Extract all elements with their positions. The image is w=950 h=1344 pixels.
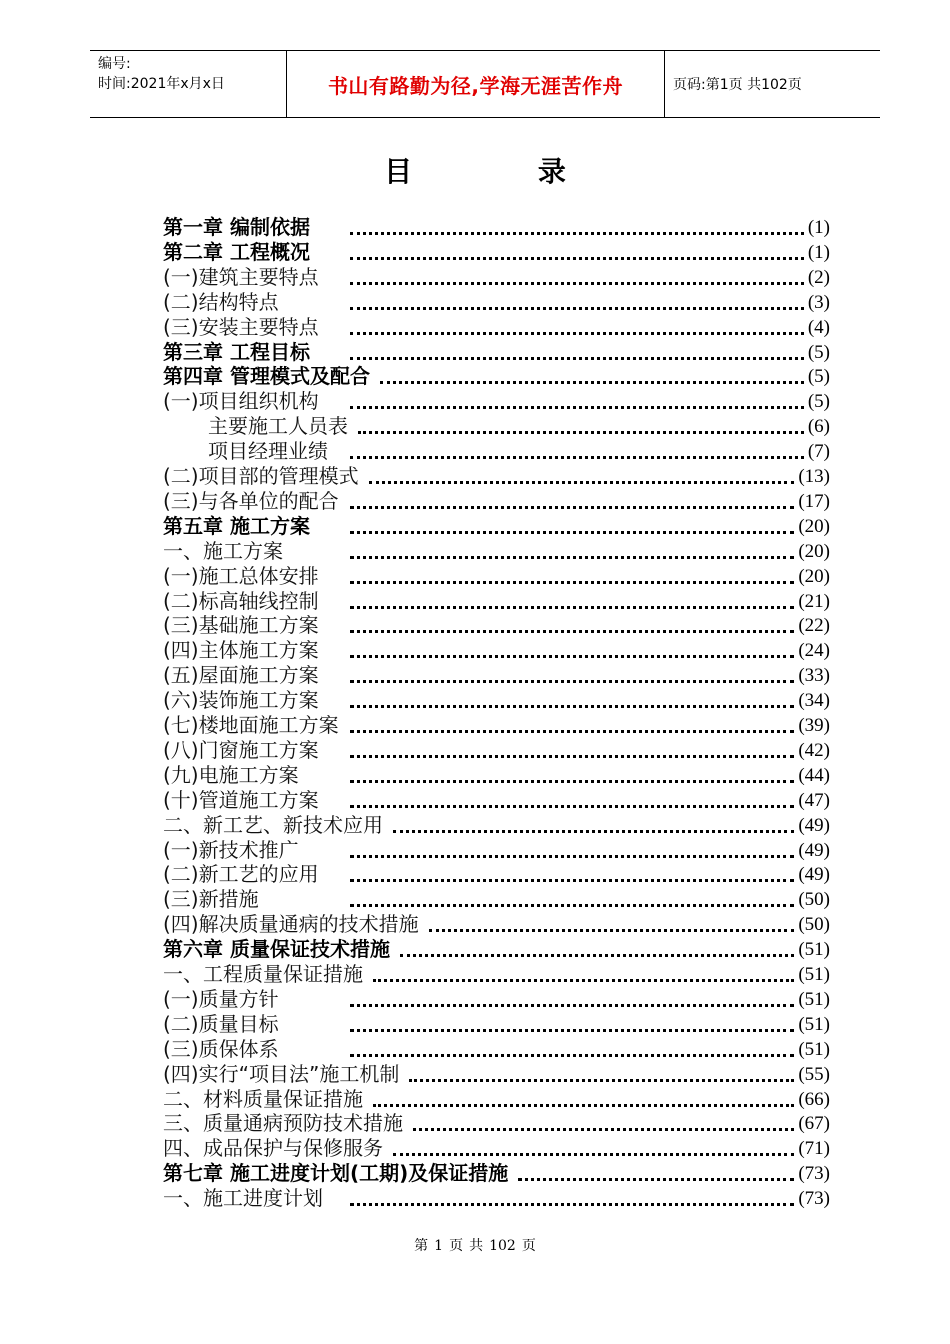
toc-entry-page: (51) [798,1013,830,1035]
toc-entry-page: (22) [798,615,830,637]
toc-entry[interactable] [0,464,950,489]
toc-dot-leader [350,755,794,758]
toc-entry[interactable] [0,1161,950,1186]
toc-entry-page: (20) [798,515,830,537]
toc-entry-label: (一)建筑主要特点 [163,264,319,289]
toc-entry-page: (50) [798,889,830,911]
page-title: 目 录 [384,155,624,188]
toc-entry-label: 四、成品保护与保修服务 [163,1136,383,1161]
toc-dot-leader [380,381,804,384]
toc-entry[interactable] [0,788,950,813]
toc-entry-label: 第七章 施工进度计划(工期)及保证措施 [163,1161,509,1186]
toc-dot-leader [350,855,794,858]
toc-dot-leader [350,307,804,310]
toc-entry[interactable] [0,1087,950,1112]
toc-entry[interactable] [0,1037,950,1062]
footer-total-pages: 102 [489,1238,516,1254]
toc-dot-leader [429,929,795,932]
toc-entry-page: (3) [807,291,830,313]
toc-dot-leader [350,1203,794,1206]
toc-entry-label: (八)门窗施工方案 [163,737,319,762]
toc-entry-page: (51) [798,964,830,985]
header-page-info-cell [663,51,880,117]
toc-dot-leader [350,257,804,260]
toc-entry-label: (一)新技术推广 [163,837,299,862]
toc-entry[interactable] [0,265,950,290]
toc-entry-page: (51) [798,939,830,961]
toc-entry[interactable] [0,514,950,539]
toc-entry-label: (二)项目部的管理模式 [163,464,359,488]
toc-dot-leader [350,904,794,907]
toc-entry-label: 三、质量通病预防技术措施 [163,1111,403,1136]
toc-dot-leader [373,1104,794,1107]
toc-entry-label: (三)安装主要特点 [163,314,319,339]
toc-entry[interactable] [0,215,950,240]
toc-entry-page: (7) [807,441,830,463]
footer-gong: 共 [469,1238,484,1254]
toc-entry-label: (三)质保体系 [163,1036,279,1061]
toc-dot-leader [350,1029,794,1032]
footer-ye2: 页 [521,1238,536,1254]
toc-entry-label: (一)项目组织机构 [163,389,319,414]
toc-entry-page: (5) [807,341,830,363]
toc-entry-page: (42) [798,739,830,761]
toc-entry-label: (一)施工总体安排 [163,563,319,588]
toc-entry[interactable] [0,862,950,887]
toc-entry-page: (49) [798,839,830,861]
toc-entry-page: (73) [798,1188,830,1210]
toc-entry-label: 第四章 管理模式及配合 [163,364,370,389]
toc-entry-page: (13) [798,466,830,487]
toc-entry-page: (33) [798,665,830,687]
toc-entry-page: (44) [798,764,830,786]
toc-dot-leader [350,606,794,609]
toc-entry[interactable] [0,1136,950,1161]
toc-entry[interactable] [0,240,950,265]
toc-entry-page: (21) [798,590,830,612]
toc-entry-label: 二、材料质量保证措施 [163,1086,363,1111]
toc-dot-leader [373,979,794,982]
toc-dot-leader [350,780,794,783]
toc-entry-page: (20) [798,540,830,562]
toc-entry-page: (4) [807,316,830,338]
toc-entry[interactable] [0,414,950,439]
toc-dot-leader [393,830,794,833]
toc-entry-label: 第三章 工程目标 [163,339,310,364]
toc-entry[interactable] [0,439,950,464]
header-motto-cell [286,51,665,117]
toc-entry-label: 主要施工人员表 [208,414,348,439]
header-motto: 书山有路勤为径,学海无涯苦作舟 [327,73,624,98]
toc-entry-label: 第六章 质量保证技术措施 [163,937,390,962]
toc-entry-label: (十)管道施工方案 [163,787,319,812]
toc-entry-page: (47) [798,789,830,811]
header-page-info: 页码:第1页 共102页 [673,77,802,93]
toc-dot-leader [350,581,794,584]
toc-entry-label: (二)质量目标 [163,1011,279,1036]
toc-dot-leader [350,232,804,235]
toc-entry-label: 一、工程质量保证措施 [163,962,363,986]
toc-entry-page: (24) [798,640,830,662]
toc-entry-label: (三)新措施 [163,887,259,912]
toc-entry-label: (二)标高轴线控制 [163,588,319,613]
toc-entry-label: 一、施工方案 [163,538,283,563]
toc-entry[interactable] [0,987,950,1012]
toc-entry-label: 二、新工艺、新技术应用 [163,812,383,837]
toc-entry-page: (55) [798,1063,830,1085]
toc-dot-leader [350,879,794,882]
toc-entry-page: (50) [798,914,830,936]
toc-dot-leader [350,357,804,360]
toc-entry[interactable] [0,613,950,638]
toc-entry-label: (二)新工艺的应用 [163,862,319,887]
toc-entry-label: (九)电施工方案 [163,762,299,787]
toc-entry[interactable] [0,763,950,788]
toc-entry-page: (34) [798,690,830,712]
toc-entry[interactable] [0,962,950,987]
toc-entry-label: (四)主体施工方案 [163,638,319,663]
toc-entry[interactable] [0,937,950,962]
toc-dot-leader [350,680,794,683]
toc-entry[interactable] [0,564,950,589]
toc-entry-label: (三)与各单位的配合 [163,488,339,513]
toc-dot-leader [350,282,804,285]
toc-entry-page: (71) [798,1138,830,1160]
number-label: 编号: [98,56,131,72]
toc-dot-leader [350,531,794,534]
toc-entry[interactable] [0,340,950,365]
footer-di: 第 [414,1238,429,1254]
toc-dot-leader [350,630,794,633]
time-label: 时间:2021年x月x日 [98,76,225,92]
toc-entry[interactable] [0,389,950,414]
toc-entry[interactable] [0,1012,950,1037]
toc-entry-page: (39) [798,715,830,736]
toc-dot-leader [350,1004,794,1007]
toc-dot-leader [393,1153,794,1156]
toc-entry[interactable] [0,638,950,663]
toc-entry-label: (六)装饰施工方案 [163,688,319,713]
toc-dot-leader [350,506,794,509]
toc-entry-label: 一、施工进度计划 [163,1186,323,1211]
toc-entry-page: (5) [807,366,830,388]
toc-entry-page: (17) [798,490,830,512]
toc-entry[interactable] [0,539,950,564]
toc-entry[interactable] [0,738,950,763]
toc-entry-page: (67) [798,1113,830,1135]
toc-entry[interactable] [0,713,950,738]
toc-entry-label: 第二章 工程概况 [163,239,310,264]
toc-dot-leader [350,456,804,459]
toc-dot-leader [350,556,794,559]
toc-entry[interactable] [0,1186,950,1211]
toc-entry-page: (20) [798,565,830,587]
toc-entry-page: (1) [807,217,830,238]
toc-entry[interactable] [0,887,950,912]
footer-page-number: 1 [434,1238,444,1254]
toc-dot-leader [358,431,804,434]
toc-entry-page: (51) [798,1038,830,1060]
toc-dot-leader [413,1128,794,1131]
toc-dot-leader [350,406,804,409]
toc-entry-page: (73) [798,1163,830,1185]
toc-entry-page: (2) [807,266,830,288]
toc-dot-leader [369,481,795,484]
toc-entry-page: (49) [798,814,830,836]
toc-dot-leader [350,730,794,733]
toc-entry-page: (51) [798,988,830,1010]
toc-entry-page: (1) [807,241,830,263]
toc-dot-leader [350,332,804,335]
toc-entry[interactable] [0,489,950,514]
page-footer [0,1235,950,1255]
toc-entry-page: (6) [807,416,830,438]
toc-entry[interactable] [0,813,950,838]
toc-entry-label: (四)解决质量通病的技术措施 [163,912,419,937]
toc-dot-leader [409,1079,794,1082]
toc-dot-leader [350,1054,794,1057]
footer-ye: 页 [449,1238,464,1254]
toc-dot-leader [350,705,794,708]
toc-entry-label: 第五章 施工方案 [163,513,310,538]
toc-entry[interactable] [0,663,950,688]
toc-dot-leader [350,655,794,658]
toc-entry[interactable] [0,589,950,614]
toc-entry[interactable] [0,290,950,315]
toc-entry[interactable] [0,912,950,937]
toc-entry-label: 项目经理业绩 [208,439,328,464]
toc-entry-label: (五)屋面施工方案 [163,663,319,688]
toc-entry-page: (66) [798,1088,830,1110]
document-header [90,50,880,118]
toc-entry-page: (49) [798,864,830,886]
header-meta [90,51,286,117]
toc-entry-label: (四)实行“项目法”施工机制 [163,1061,400,1086]
toc-dot-leader [350,805,794,808]
toc-entry-label: (三)基础施工方案 [163,613,319,638]
toc-entry[interactable] [0,1111,950,1136]
toc-entry[interactable] [0,315,950,340]
toc-entry[interactable] [0,364,950,389]
toc-entry-page: (5) [807,391,830,413]
toc-entry-label: (七)楼地面施工方案 [163,713,339,737]
toc-entry-label: (二)结构特点 [163,289,279,314]
toc-entry[interactable] [0,838,950,863]
toc-entry-label: 第一章 编制依据 [163,215,310,239]
toc-dot-leader [400,954,794,957]
toc-entry[interactable] [0,1062,950,1087]
toc-dot-leader [518,1178,794,1181]
toc-entry-label: (一)质量方针 [163,986,279,1011]
toc-entry[interactable] [0,688,950,713]
